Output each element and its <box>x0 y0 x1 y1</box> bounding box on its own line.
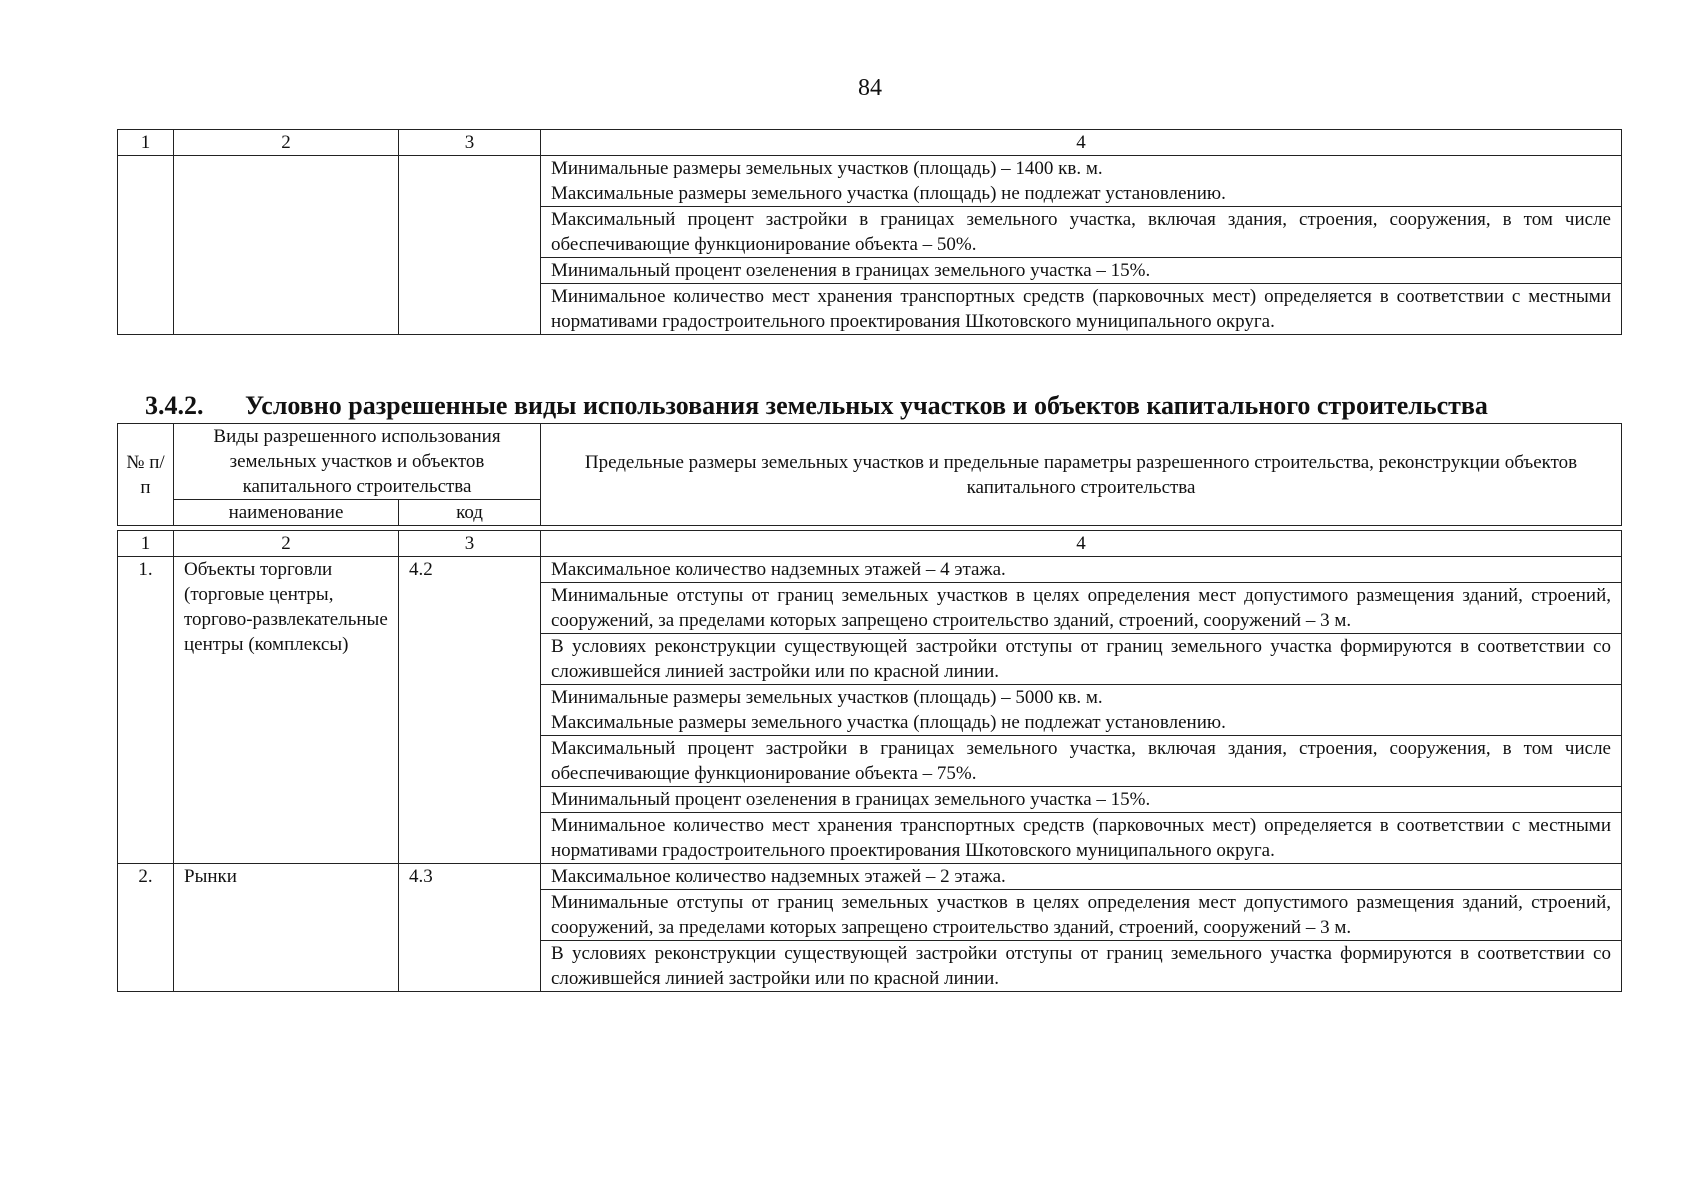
row-number: 2. <box>118 864 174 992</box>
table-index-row <box>118 130 1622 156</box>
param-cell: Минимальное количество мест хранения транспортных средств (парковочных мест) определяется в соответствии с местными нормативами градостроительного проектирования Шкотовского муниципального округа. <box>541 813 1622 864</box>
row-name: Рынки <box>174 864 399 992</box>
section-title: Условно разрешенные виды использования земельных участков и объектов капитального строительства <box>245 391 1488 420</box>
header-params: Предельные размеры земельных участков и предельные параметры разрешенного строительства, реконструкции объектов капитального строительства <box>541 424 1622 526</box>
index-cell: 4 <box>541 130 1622 156</box>
table-header <box>117 423 1622 526</box>
header-code: код <box>399 500 541 526</box>
row-name: Объекты торговли (торговые центры, торгово-развлекательные центры (комплексы) <box>174 557 399 864</box>
param-line: Максимальные размеры земельного участка (площадь) не подлежат установлению. <box>551 183 1226 204</box>
index-cell: 2 <box>174 531 399 557</box>
main-table <box>117 530 1622 992</box>
param-cell: Максимальный процент застройки в границах земельного участка, включая здания, строения, сооружения, в том числе обеспечивающие функционирование объекта – 75%. <box>541 736 1622 787</box>
row-number: 1. <box>118 557 174 864</box>
param-cell: Минимальные отступы от границ земельных участков в целях определения мест допустимого размещения зданий, строений, сооружений, за пределами которых запрещено строительство зданий, строений, сооружений – 3 м. <box>541 890 1622 941</box>
page-number: 84 <box>858 75 882 101</box>
row-code: 4.2 <box>399 557 541 864</box>
index-cell: 3 <box>399 531 541 557</box>
header-row <box>118 424 1622 500</box>
param-cell: Максимальное количество надземных этажей – 2 этажа. <box>541 864 1622 890</box>
param-cell <box>541 156 1622 207</box>
row-code: 4.3 <box>399 864 541 992</box>
param-cell <box>541 685 1622 736</box>
param-line: Минимальные размеры земельных участков (площадь) – 5000 кв. м. <box>551 687 1103 708</box>
index-cell: 1 <box>118 130 174 156</box>
empty-code-cell <box>399 156 541 335</box>
header-name: наименование <box>174 500 399 526</box>
param-cell: В условиях реконструкции существующей застройки отступы от границ земельного участка формируются в соответствии со сложившейся линией застройки или по красной линии. <box>541 634 1622 685</box>
param-line: Минимальные размеры земельных участков (площадь) – 1400 кв. м. <box>551 158 1103 179</box>
param-cell: Минимальный процент озеленения в границах земельного участка – 15%. <box>541 787 1622 813</box>
empty-name-cell <box>174 156 399 335</box>
continuation-table <box>117 129 1622 335</box>
section-number: 3.4.2. <box>145 391 204 420</box>
index-cell: 2 <box>174 130 399 156</box>
section-heading <box>145 390 1625 422</box>
table-row <box>118 156 1622 207</box>
param-cell: Максимальный процент застройки в границах земельного участка, включая здания, строения, сооружения, в том числе обеспечивающие функционирование объекта – 50%. <box>541 207 1622 258</box>
index-cell: 1 <box>118 531 174 557</box>
param-line: Максимальные размеры земельного участка (площадь) не подлежат установлению. <box>551 712 1226 733</box>
empty-num-cell <box>118 156 174 335</box>
param-cell: Минимальные отступы от границ земельных участков в целях определения мест допустимого размещения зданий, строений, сооружений, за пределами которых запрещено строительство зданий, строений, сооружений – 3 м. <box>541 583 1622 634</box>
table-index-row <box>118 531 1622 557</box>
index-cell: 3 <box>399 130 541 156</box>
param-cell: В условиях реконструкции существующей застройки отступы от границ земельного участка формируются в соответствии со сложившейся линией застройки или по красной линии. <box>541 941 1622 992</box>
table-row <box>118 864 1622 890</box>
param-cell: Минимальное количество мест хранения транспортных средств (парковочных мест) определяется в соответствии с местными нормативами градостроительного проектирования Шкотовского муниципального округа. <box>541 284 1622 335</box>
header-num: № п/п <box>118 424 174 526</box>
param-cell: Максимальное количество надземных этажей – 4 этажа. <box>541 557 1622 583</box>
header-types: Виды разрешенного использования земельных участков и объектов капитального строительства <box>174 424 541 500</box>
table-row <box>118 557 1622 583</box>
index-cell: 4 <box>541 531 1622 557</box>
param-cell: Минимальный процент озеленения в границах земельного участка – 15%. <box>541 258 1622 284</box>
